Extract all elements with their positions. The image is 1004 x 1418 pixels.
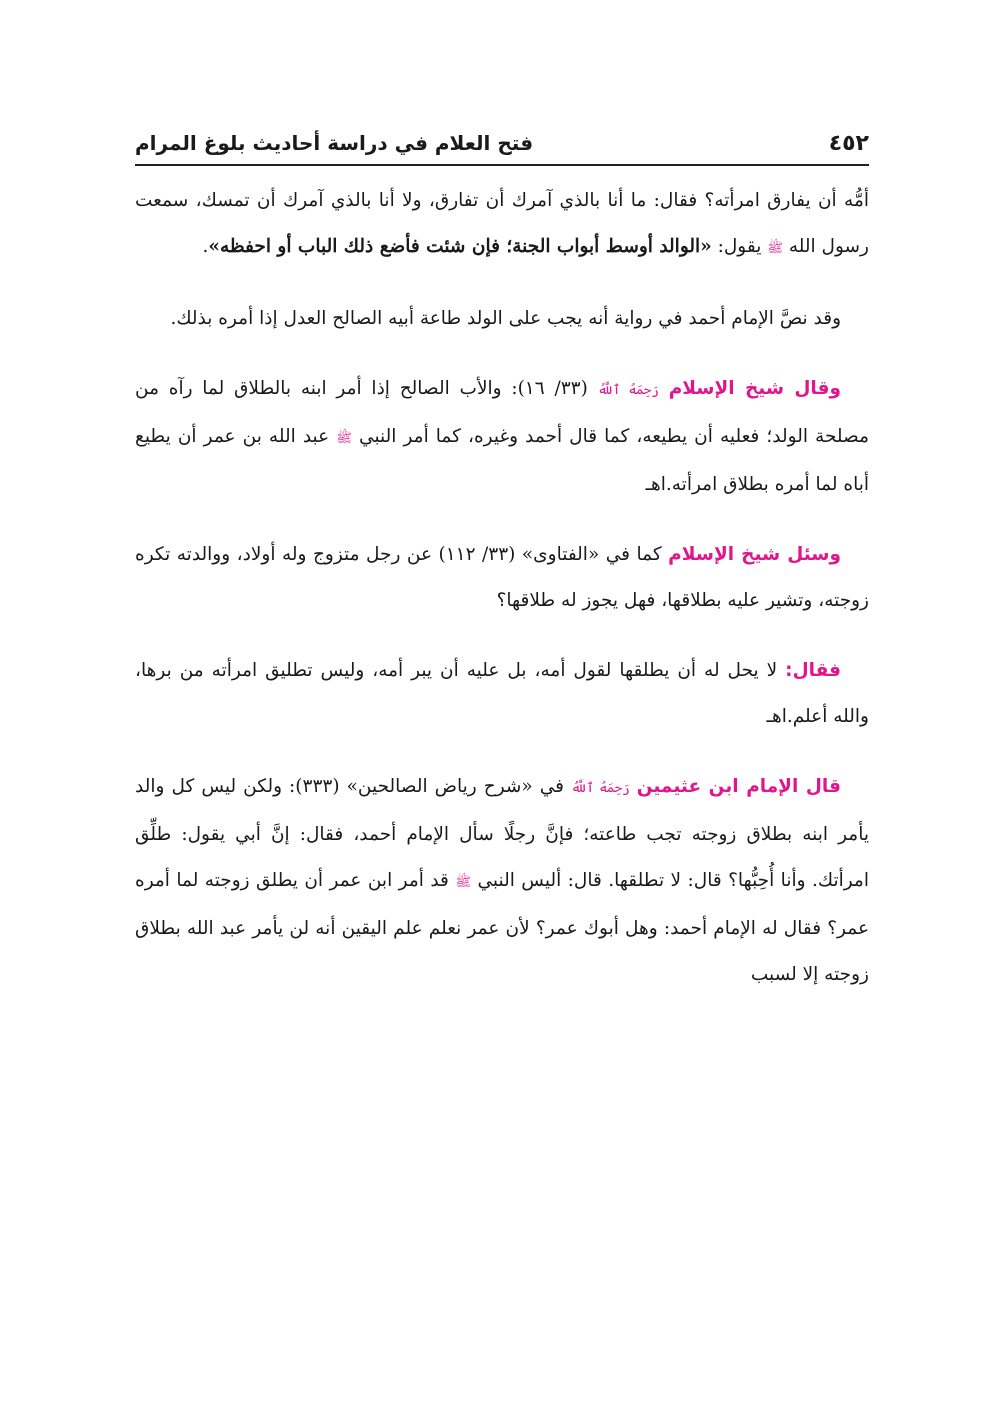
paragraph-text: في «شرح رياض الصالحين» (٣٣٣): ولكن ليس كل والد يأمر ابنه بطلاق زوجته تجب طاعته؛ فإنَّ رجلًا سأل الإمام أحمد، فقال: إنَّ أبي يقول: طلِّق امرأتك. وأنا أُحِبُّها؟ قال: لا تطلقها. قال: أليس النبي (135, 776, 869, 891)
paragraph-4 (135, 532, 869, 624)
paragraph-text: أمُّه أن يفارق امرأته؟ فقال: ما أنا بالذي آمرك أن تفارق، ولا أنا بالذي آمرك أن تمسك، سمعت رسول الله (135, 190, 869, 257)
speaker-heading: فقال: (785, 660, 841, 681)
paragraph-text: يقول: (717, 236, 762, 257)
rahimahullah-honorific: رَحِمَهُ ٱللَّهُ (597, 383, 659, 398)
speaker-heading: وسئل شيخ الإسلام (668, 544, 842, 565)
paragraph-2 (135, 296, 869, 342)
paragraph-5 (135, 648, 869, 740)
paragraph-6 (135, 764, 869, 998)
speaker-heading: قال الإمام ابن عثيمين (636, 776, 841, 797)
paragraph-text: كما في «الفتاوى» (٣٣/ ١١٢) عن رجل متزوج وله أولاد، ووالدته تكره زوجته، وتشير عليه بطلاقها، فهل يجوز له طلاقها؟ (135, 544, 869, 611)
salawat-honorific: ﷺ (455, 875, 472, 890)
paragraph-text: لا يحل له أن يطلقها لقول أمه، بل عليه أن يبر أمه، وليس تطليق امرأته من برها، والله أعلم.اهـ (135, 660, 869, 727)
salawat-honorific: ﷺ (336, 431, 352, 446)
rahimahullah-honorific: رَحِمَهُ ٱللَّهُ (571, 781, 630, 796)
page-header (135, 122, 869, 166)
punctuation: . (202, 236, 209, 257)
page-body (135, 178, 869, 1022)
paragraph-text: (٣٣/ ١٦): والأب الصالح إذا أمر ابنه بالطلاق لما رآه من مصلحة الولد؛ فعليه أن يطيعه، كما قال أحمد وغيره، كما أمر النبي (135, 378, 869, 447)
paragraph-text: وقد نصَّ الإمام أحمد في رواية أنه يجب على الولد طاعة أبيه الصالح العدل إذا أمره بذلك. (170, 308, 841, 329)
paragraph-3 (135, 366, 869, 508)
paragraph-text: عبد الله بن عمر أن يطيع أباه لما أمره بطلاق امرأته.اهـ (135, 426, 869, 495)
speaker-heading: وقال شيخ الإسلام (668, 378, 841, 399)
book-title: فتح العلام في دراسة أحاديث بلوغ المرام (135, 131, 534, 155)
page-number: ٤٥٢ (828, 130, 869, 156)
paragraph-text: قد أمر ابن عمر أن يطلق زوجته لما أمره عمر؟ فقال له الإمام أحمد: وهل أبوك عمر؟ لأن عمر نعلم علم اليقين أنه لن يأمر عبد الله بطلاق زوجته إلا لسبب (135, 870, 869, 985)
salawat-honorific: ﷺ (767, 241, 783, 256)
hadith-quote: «الوالد أوسط أبواب الجنة؛ فإن شئت فأضع ذلك الباب أو احفظه» (208, 236, 712, 257)
paragraph-1 (135, 178, 869, 272)
